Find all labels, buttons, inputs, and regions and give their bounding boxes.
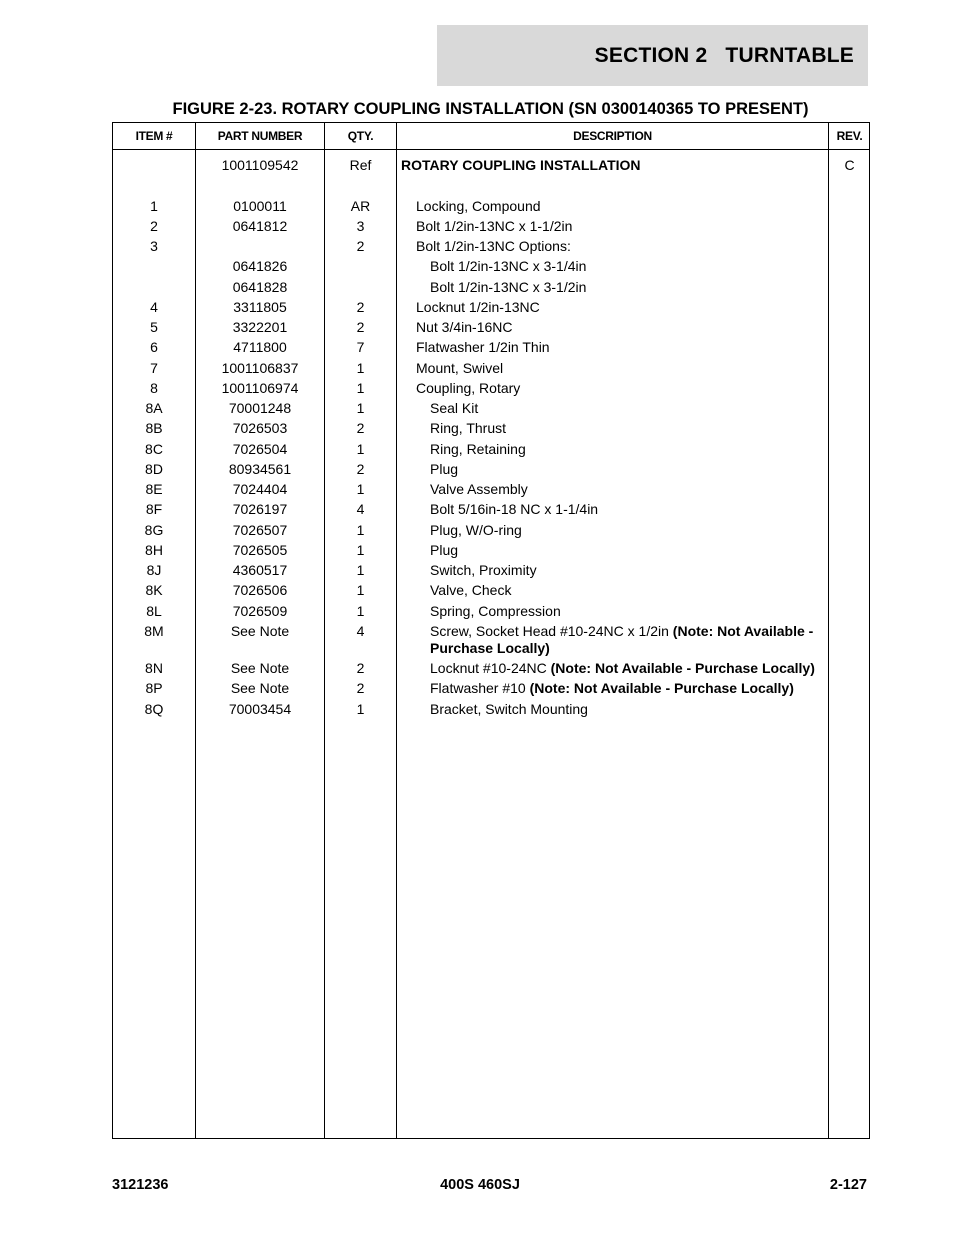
description: [401, 420, 826, 437]
quantity: 2: [356, 420, 365, 437]
description: [401, 542, 826, 559]
availability-note: (Note: Not Available - Purchase Locally): [529, 680, 794, 697]
quantity: 4: [356, 501, 365, 518]
item-number: 8N: [145, 660, 163, 676]
part-number: See Note: [230, 680, 290, 697]
item-number: 8A: [145, 400, 163, 416]
quantity: 2: [356, 460, 365, 477]
description: [401, 380, 826, 397]
quantity: 1: [356, 582, 365, 599]
description: [401, 603, 826, 620]
description-text: Mount, Swivel: [416, 359, 504, 376]
description-text: Seal Kit: [430, 400, 479, 416]
quantity: 1: [356, 602, 365, 619]
header-part-number: PART NUMBER: [217, 129, 303, 143]
quantity: 7: [356, 339, 365, 356]
part-number: 0641828: [232, 278, 288, 295]
figure-title: FIGURE 2-23. ROTARY COUPLING INSTALLATION (SN 0300140365 TO PRESENT): [172, 100, 809, 118]
item-number: 8H: [145, 541, 163, 558]
description-text: Valve, Check: [430, 582, 512, 599]
quantity: AR: [350, 197, 371, 214]
item-number: 8B: [145, 420, 163, 437]
quantity: 1: [356, 359, 365, 376]
part-number: 80934561: [228, 460, 292, 477]
description-text: Flatwasher #10: [430, 680, 530, 697]
section-header-text: SECTION 2 TURNTABLE: [594, 43, 854, 67]
part-number: 7026504: [232, 440, 288, 457]
description: [401, 360, 826, 377]
description-text: Ring, Retaining: [430, 440, 526, 457]
part-number: 7026507: [232, 521, 288, 538]
description-text: Switch, Proximity: [430, 562, 537, 578]
description: [401, 339, 826, 356]
quantity: 1: [356, 379, 365, 396]
description-text: Nut 3/4in-16NC: [416, 319, 513, 335]
header-rev: REV.: [836, 129, 863, 143]
description: [401, 218, 826, 235]
header-qty: QTY.: [347, 129, 374, 143]
description-text: Plug, W/O-ring: [430, 521, 522, 538]
description: [401, 522, 826, 539]
parts-table: [112, 122, 870, 1139]
part-number: 1001106837: [221, 359, 299, 376]
description-text: Locking, Compound: [416, 197, 541, 214]
part-number: 4360517: [232, 562, 288, 578]
part-number: 70001248: [228, 400, 292, 416]
description: [401, 562, 826, 579]
item-number: 8Q: [144, 700, 164, 717]
quantity: 3: [356, 217, 365, 234]
description: [401, 299, 826, 316]
item-number: 8J: [146, 562, 162, 578]
item-number: 5: [150, 319, 158, 335]
item-number: 3: [150, 238, 158, 254]
footer-doc-number: 3121236: [112, 1177, 169, 1193]
part-number: 3322201: [232, 319, 288, 335]
quantity: 1: [356, 521, 365, 538]
quantity: 2: [356, 298, 365, 315]
quantity: 1: [356, 700, 365, 717]
item-number: 8M: [144, 622, 164, 639]
description-text: Locknut #10-24NC: [430, 660, 551, 676]
description-text: Bolt 1/2in-13NC x 3-1/4in: [430, 258, 587, 275]
description-text: Bolt 5/16in-18 NC x 1-1/4in: [430, 501, 599, 518]
quantity: 4: [356, 622, 365, 639]
quantity: Ref: [349, 157, 372, 173]
description: [401, 660, 826, 677]
description: [401, 623, 826, 657]
description: [401, 481, 826, 498]
description: [401, 238, 826, 255]
description: [401, 501, 826, 518]
header-description: DESCRIPTION: [573, 129, 652, 143]
item-number: 6: [150, 339, 158, 356]
part-number: 7026509: [232, 602, 288, 619]
part-number: 3311805: [233, 298, 287, 315]
description-text: Coupling, Rotary: [416, 379, 521, 396]
item-number: 2: [150, 217, 158, 234]
part-number: 0641826: [232, 258, 288, 275]
description-text: Valve Assembly: [430, 481, 528, 497]
availability-note: (Note: Not Available - Purchase Locally): [550, 660, 815, 676]
quantity: 1: [356, 541, 365, 558]
quantity: 2: [356, 319, 365, 335]
part-number: 70003454: [228, 700, 292, 717]
description-text: Screw, Socket Head #10-24NC x 1/2in: [430, 622, 673, 639]
quantity: 1: [356, 400, 365, 416]
item-number: 4: [150, 298, 158, 315]
description: [401, 319, 826, 336]
description-text: Bracket, Switch Mounting: [430, 700, 588, 717]
item-number: 8E: [145, 481, 163, 497]
description-text: ROTARY COUPLING INSTALLATION: [401, 157, 641, 173]
header-item: ITEM #: [135, 129, 173, 143]
quantity: 1: [356, 481, 365, 497]
description-text: Flatwasher 1/2in Thin: [416, 339, 550, 356]
item-number: 8K: [145, 582, 163, 599]
description: [401, 279, 826, 296]
part-number: 7026505: [232, 541, 288, 558]
description: [401, 680, 826, 697]
item-number: 8P: [145, 680, 163, 697]
footer-page-number: 2-127: [829, 1177, 867, 1193]
footer-model: 400S 460SJ: [440, 1177, 520, 1193]
description-text: Bolt 1/2in-13NC x 3-1/2in: [430, 278, 587, 295]
item-number: 8L: [146, 602, 162, 619]
part-number: 7024404: [232, 481, 288, 497]
description-text: Plug: [430, 541, 459, 558]
item-number: 8F: [145, 501, 163, 518]
quantity: 2: [356, 680, 365, 697]
part-number: 0641812: [232, 217, 288, 234]
table-header: [113, 123, 869, 150]
description-text: Bolt 1/2in-13NC Options:: [416, 238, 571, 254]
part-number: 0100011: [233, 197, 287, 214]
description: [401, 400, 826, 417]
description-text: Ring, Thrust: [430, 420, 506, 437]
availability-note: (Note: Not Available - Purchase Locally): [430, 622, 814, 656]
part-number: 4711800: [233, 339, 287, 356]
part-number: 7026506: [232, 582, 288, 599]
description: [401, 198, 826, 215]
description: [401, 461, 826, 478]
item-number: 8: [150, 379, 158, 396]
part-number: 1001109542: [221, 157, 299, 173]
description-text: Bolt 1/2in-13NC x 1-1/2in: [416, 217, 573, 234]
description-text: Locknut 1/2in-13NC: [416, 298, 540, 315]
item-number: 7: [150, 359, 158, 376]
description: [401, 157, 826, 174]
revision: C: [844, 157, 855, 173]
quantity: 2: [356, 238, 365, 254]
item-number: 8C: [145, 440, 163, 457]
part-number: 7026503: [232, 420, 288, 437]
description: [401, 258, 826, 275]
description-text: Plug: [430, 460, 459, 477]
part-number: 7026197: [232, 501, 288, 518]
quantity: 1: [356, 440, 365, 457]
quantity: 1: [356, 562, 365, 578]
description-text: Spring, Compression: [430, 602, 561, 619]
item-number: 8G: [144, 521, 164, 538]
item-number: 8D: [145, 460, 163, 477]
section-header: [437, 25, 868, 86]
part-number: See Note: [230, 622, 290, 639]
part-number: See Note: [230, 660, 290, 676]
column-divider: [828, 123, 829, 1138]
item-number: 1: [150, 197, 158, 214]
quantity: 2: [356, 660, 365, 676]
part-number: 1001106974: [221, 379, 299, 396]
description: [401, 701, 826, 718]
column-divider: [396, 123, 397, 1138]
description: [401, 441, 826, 458]
description: [401, 582, 826, 599]
